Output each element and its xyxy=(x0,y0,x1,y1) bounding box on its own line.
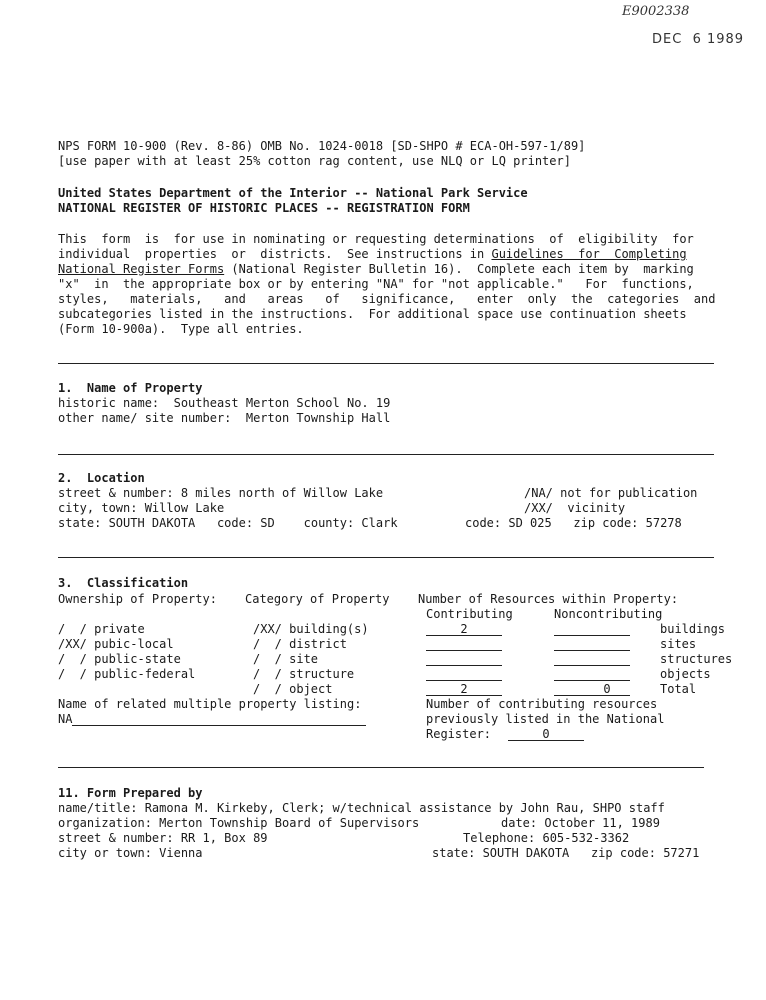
noncontributing-buildings-blank xyxy=(554,635,630,636)
contributing-header: Contributing xyxy=(426,607,513,621)
intro-line-7: (Form 10-900a). Type all entries. xyxy=(58,322,304,336)
section-1-heading: 1. Name of Property xyxy=(58,381,203,395)
other-name: other name/ site number: Merton Township Hall xyxy=(58,411,391,425)
section-divider xyxy=(58,454,714,455)
related-listing-value: NA xyxy=(58,712,73,726)
section-divider xyxy=(58,363,714,364)
paper-instruction-line: [use paper with at least 25% cotton rag content, use NLQ or LQ printer] xyxy=(58,154,571,168)
agency-title: United States Department of the Interior -- National Park Service xyxy=(58,186,528,200)
section-3-heading: 3. Classification xyxy=(58,576,189,590)
county-code-zip: code: SD 025 zip code: 57278 xyxy=(465,516,682,530)
preparer-name-title: name/title: Ramona M. Kirkeby, Clerk; w/technical assistance by John Rau, SHPO staff xyxy=(58,801,665,815)
noncontributing-header: Noncontributing xyxy=(554,607,663,621)
category-district: / / district xyxy=(253,637,347,651)
ownership-public-state: / / public-state xyxy=(58,652,181,666)
intro-line-3 xyxy=(58,262,694,277)
noncontributing-structures-blank xyxy=(554,665,630,666)
previously-listed-line-3: Register: xyxy=(426,727,492,741)
noncontributing-total-blank xyxy=(554,682,630,696)
contributing-objects-blank xyxy=(426,680,502,681)
handwritten-reference-number: E9002338 xyxy=(622,4,690,19)
category-header: Category of Property xyxy=(245,592,390,606)
resource-label-total: Total xyxy=(660,682,697,696)
previously-listed-value: 0 xyxy=(542,727,550,741)
bulletin-reference: National Register Forms xyxy=(58,262,225,276)
intro-line-5: styles, materials, and areas of significance, enter only the categories and xyxy=(58,292,716,306)
related-listing-blank xyxy=(72,725,366,726)
intro-line-6: subcategories listed in the instructions. For additional space use continuation sheets xyxy=(58,307,687,321)
state-county: state: SOUTH DAKOTA code: SD county: Clark xyxy=(58,516,398,530)
resource-label-structures: structures xyxy=(660,652,733,666)
form-number-line: NPS FORM 10-900 (Rev. 8-86) OMB No. 1024-0018 [SD-SHPO # ECA-OH-597-1/89] xyxy=(58,139,586,153)
street-number: street & number: 8 miles north of Willow Lake xyxy=(58,486,384,500)
related-listing-label: Name of related multiple property listing: xyxy=(58,697,362,711)
preparer-state-zip: state: SOUTH DAKOTA zip code: 57271 xyxy=(432,846,700,860)
preparer-city: city or town: Vienna xyxy=(58,846,203,860)
resource-label-objects: objects xyxy=(660,667,711,681)
noncontributing-sites-blank xyxy=(554,650,630,651)
previously-listed-blank xyxy=(508,727,584,741)
previously-listed-line-2: previously listed in the National xyxy=(426,712,665,726)
resource-label-buildings: buildings xyxy=(660,622,726,636)
section-11-heading: 11. Form Prepared by xyxy=(58,786,203,800)
section-2-heading: 2. Location xyxy=(58,471,145,485)
vicinity: /XX/ vicinity xyxy=(524,501,626,515)
noncontributing-objects-blank xyxy=(554,680,630,681)
historic-name: historic name: Southeast Merton School No. 19 xyxy=(58,396,391,410)
previously-listed-line-1: Number of contributing resources xyxy=(426,697,658,711)
contributing-total-blank xyxy=(426,682,502,696)
category-buildings: /XX/ building(s) xyxy=(253,622,369,636)
resource-label-sites: sites xyxy=(660,637,697,651)
preparer-organization: organization: Merton Township Board of Supervisors xyxy=(58,816,420,830)
ownership-public-local: /XX/ pubic-local xyxy=(58,637,174,651)
received-date-stamp: DEC 6 1989 xyxy=(652,32,745,47)
resources-header: Number of Resources within Property: xyxy=(418,592,679,606)
contributing-total-value: 2 xyxy=(460,682,468,696)
section-divider xyxy=(58,767,704,768)
ownership-private: / / private xyxy=(58,622,145,636)
ownership-header: Ownership of Property: xyxy=(58,592,217,606)
contributing-buildings-value: 2 xyxy=(460,622,468,636)
ownership-public-federal: / / public-federal xyxy=(58,667,196,681)
contributing-structures-blank xyxy=(426,665,502,666)
intro-line-2-text: individual properties or districts. See instructions in xyxy=(58,247,492,261)
preparer-telephone: Telephone: 605-532-3362 xyxy=(463,831,630,845)
guidelines-reference: Guidelines for Completing xyxy=(491,247,687,261)
category-site: / / site xyxy=(253,652,319,666)
form-title: NATIONAL REGISTER OF HISTORIC PLACES -- REGISTRATION FORM xyxy=(58,201,470,215)
intro-line-1: This form is for use in nominating or requesting determinations of eligibility for xyxy=(58,232,694,246)
intro-line-2 xyxy=(58,247,687,262)
preparation-date: date: October 11, 1989 xyxy=(501,816,660,830)
contributing-buildings-blank xyxy=(426,622,502,636)
not-for-publication: /NA/ not for publication xyxy=(524,486,698,500)
noncontributing-total-value: 0 xyxy=(603,682,611,696)
category-structure: / / structure xyxy=(253,667,355,681)
city-town: city, town: Willow Lake xyxy=(58,501,225,515)
intro-line-3-text: (National Register Bulletin 16). Complete each item by marking xyxy=(224,262,694,276)
contributing-sites-blank xyxy=(426,650,502,651)
preparer-street: street & number: RR 1, Box 89 xyxy=(58,831,268,845)
section-divider xyxy=(58,557,714,558)
category-object: / / object xyxy=(253,682,333,696)
intro-line-4: "x" in the appropriate box or by entering "NA" for "not applicable." For functions, xyxy=(58,277,694,291)
